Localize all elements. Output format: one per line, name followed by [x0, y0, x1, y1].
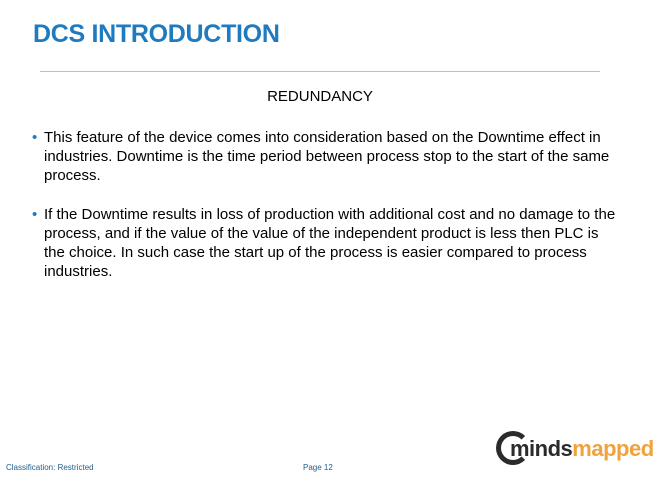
bullet-item	[32, 205, 616, 281]
bullet-list	[32, 128, 616, 301]
slide-title: DCS INTRODUCTION	[33, 20, 280, 48]
logo-text	[510, 436, 654, 462]
logo-text-part2: mapped	[572, 436, 654, 461]
classification-label: Classification: Restricted	[6, 463, 94, 472]
bullet-text: If the Downtime results in loss of production with additional cost and no damage to the process, and if the value of the value of the independent product is less then PLC is the choice. In such case the start up of the process is easier compared to process industries.	[44, 206, 616, 280]
bullet-item	[32, 128, 616, 185]
bullet-text: This feature of the device comes into consideration based on the Downtime effect in industries. Downtime is the time period between process stop to the start of the same process.	[44, 129, 610, 184]
slide-subtitle	[0, 88, 638, 105]
bullet-icon: •	[32, 206, 38, 223]
bullet-icon: •	[32, 129, 38, 146]
logo-text-part1: minds	[510, 436, 573, 461]
mindsmapped-logo	[496, 430, 654, 476]
title-divider	[40, 71, 600, 72]
page-number: Page 12	[303, 463, 333, 472]
subtitle-text: REDUNDANCY	[267, 88, 373, 105]
